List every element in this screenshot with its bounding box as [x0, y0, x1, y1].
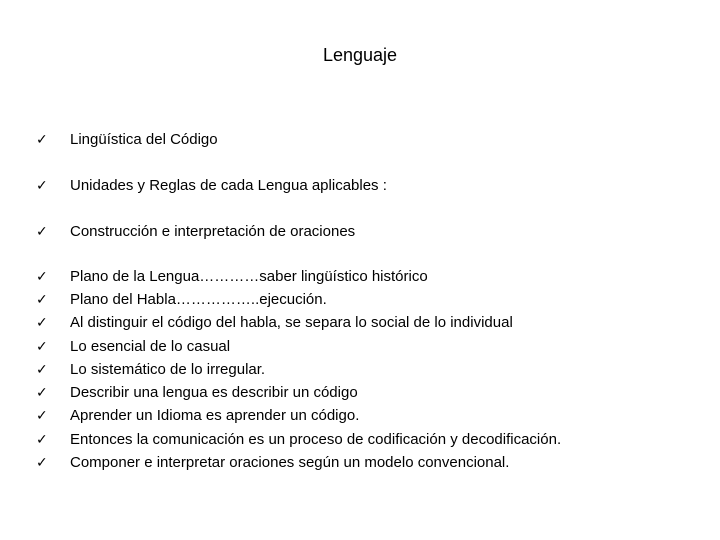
- list-item: [36, 174, 387, 197]
- list-item: [36, 404, 359, 427]
- list-item: [36, 335, 230, 358]
- list-item-text: Aprender un Idioma es aprender un código.: [70, 407, 360, 424]
- list-item: [36, 381, 358, 404]
- list-item: [36, 265, 428, 288]
- check-icon: ✓: [36, 338, 48, 355]
- check-icon: ✓: [36, 361, 48, 378]
- list-item: [36, 128, 218, 151]
- list-item-text: Entonces la comunicación es un proceso de codificación y decodificación.: [70, 431, 562, 448]
- list-item-text: Construcción e interpretación de oraciones: [70, 223, 356, 240]
- check-icon: ✓: [36, 291, 48, 308]
- check-icon: ✓: [36, 384, 48, 401]
- list-item: [36, 428, 561, 451]
- list-item-text: Al distinguir el código del habla, se separa lo social de lo individual: [70, 314, 513, 331]
- check-icon: ✓: [36, 454, 48, 471]
- list-item-text: Unidades y Reglas de cada Lengua aplicables :: [70, 177, 387, 194]
- list-item: [36, 451, 509, 474]
- list-item-text: Plano de la Lengua…………saber lingüístico histórico: [70, 268, 428, 285]
- list-item: [36, 311, 513, 334]
- list-item-text: Describir una lengua es describir un código: [70, 384, 358, 401]
- list-item-text: Lo sistemático de lo irregular.: [70, 361, 266, 378]
- list-item-text: Lo esencial de lo casual: [70, 338, 231, 355]
- check-icon: ✓: [36, 131, 48, 148]
- check-icon: ✓: [36, 314, 48, 331]
- list-item-text: Componer e interpretar oraciones según un modelo convencional.: [70, 454, 510, 471]
- check-icon: ✓: [36, 431, 48, 448]
- list-item-text: Plano del Habla……………..ejecución.: [70, 291, 327, 308]
- check-icon: ✓: [36, 268, 48, 285]
- list-item: [36, 288, 327, 311]
- list-item: [36, 220, 355, 243]
- list-item: [36, 358, 265, 381]
- list-item-text: Lingüística del Código: [70, 131, 218, 148]
- check-icon: ✓: [36, 223, 48, 240]
- check-icon: ✓: [36, 407, 48, 424]
- page-title: Lenguaje: [322, 45, 398, 65]
- check-icon: ✓: [36, 177, 48, 194]
